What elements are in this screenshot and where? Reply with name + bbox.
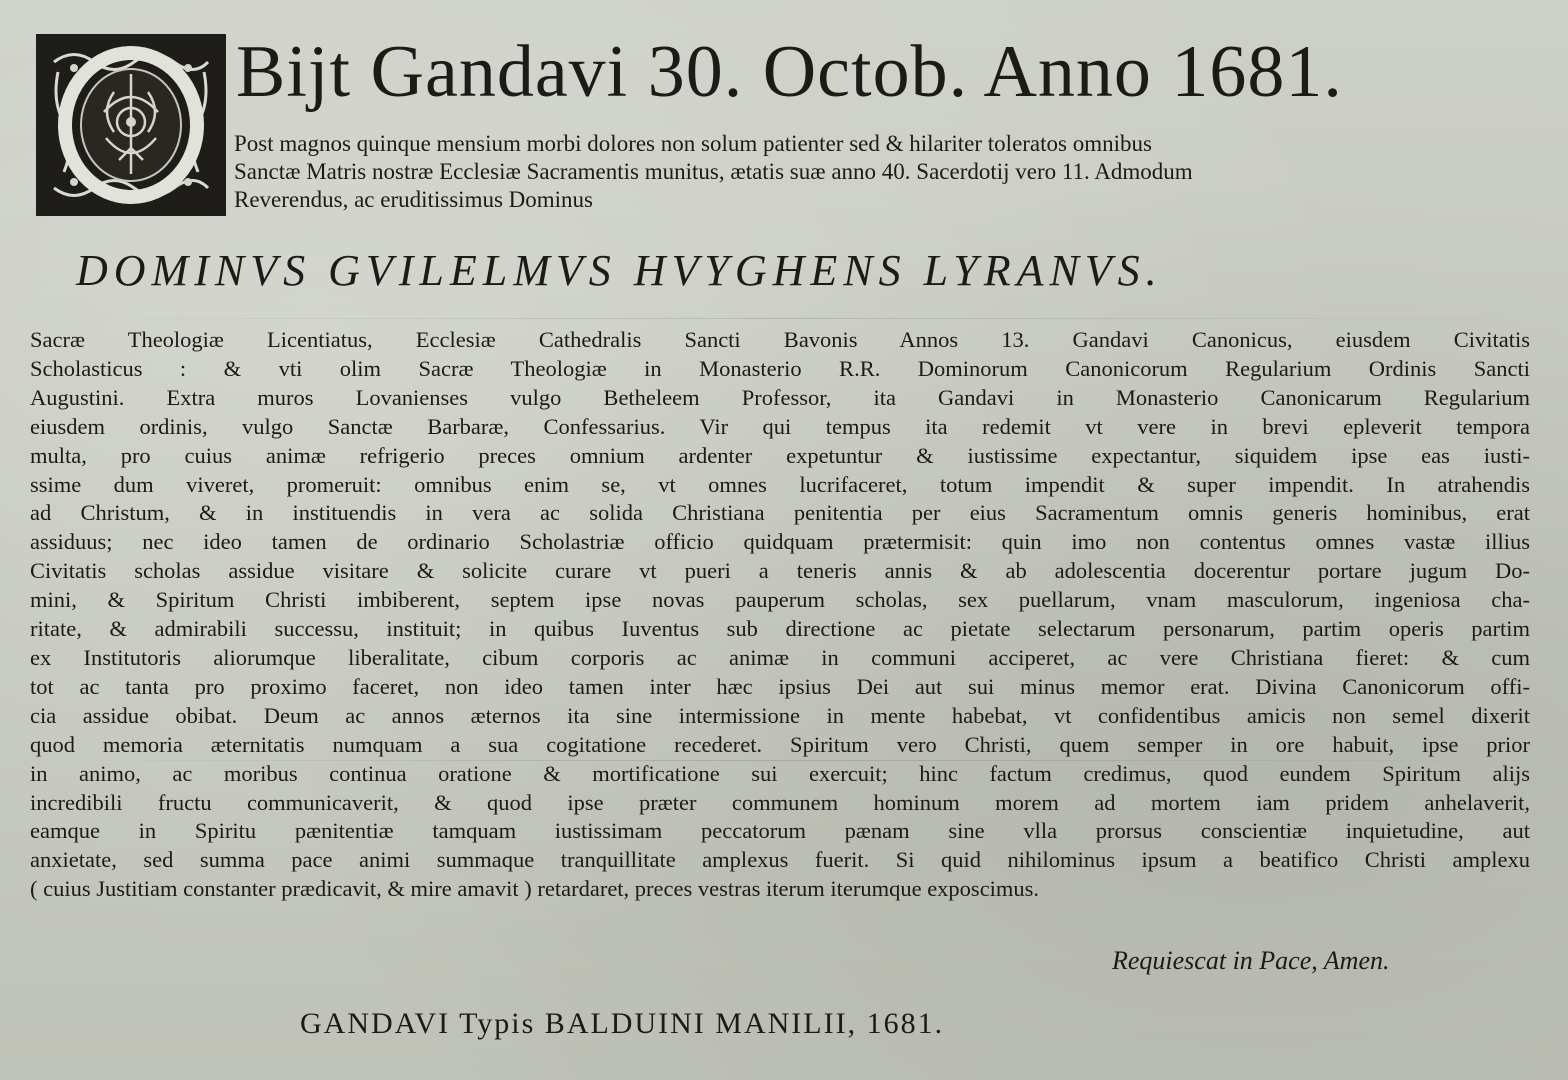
body-line: assiduus; nec ideo tamen de ordinario Scholastriæ officio quidquam prætermisit: quin imo non contentus omnes vastæ illius bbox=[30, 529, 1530, 555]
ornament-initial-o-icon bbox=[44, 42, 218, 208]
body-line: ( cuius Justitiam constanter prædicavit, & mire amavit ) retardaret, preces vestras iterum iterumque exposcimus. bbox=[30, 876, 1040, 902]
body-line: Augustini. Extra muros Lovanienses vulgo Betheleem Professor, ita Gandavi in Monasterio Canonicarum Regularium bbox=[30, 384, 1530, 410]
deceased-name: DOMINVS GVILELMVS HVYGHENS LYRANVS. bbox=[76, 246, 1163, 295]
page-title: Bijt Gandavi 30. Octob. Anno 1681. bbox=[236, 31, 1343, 113]
body-line: Civitatis scholas assidue visitare & solicite curare vt pueri a teneris annis & ab adolescentia docerentur portare jugum Do- bbox=[30, 558, 1530, 584]
body-line: Sacræ Theologiæ Licentiatus, Ecclesiæ Cathedralis Sancti Bavonis Annos 13. Gandavi Canonicus, eiusdem Civitatis bbox=[30, 327, 1530, 352]
body-line: ritate, & admirabili successu, instituit; in quibus Iuventus sub directione ac pietate selectarum personarum, partim operis partim bbox=[30, 616, 1530, 642]
body-line: multa, pro cuius animæ refrigerio preces omnium ardenter expetuntur & iustissime expectantur, siquidem ipse eas iusti- bbox=[30, 442, 1530, 468]
decorated-initial-o-icon bbox=[36, 34, 226, 216]
body-line: anxietate, sed summa pace animi summaque tranquillitate amplexus fuerit. Si quid nihilominus ipsum a beatifico Christi amplexu bbox=[30, 847, 1530, 873]
closing-line: Requiescat in Pace, Amen. bbox=[1112, 946, 1390, 975]
body-line: eamque in Spiritu pænitentiæ tamquam iustissimam peccatorum pænam sine vlla prorsus conscientiæ inquietudine, aut bbox=[30, 818, 1530, 844]
body-line: ssime dum viveret, promeruit: omnibus enim se, vt omnes lucrifaceret, totum impendit & super impendit. In atrahendis bbox=[30, 471, 1530, 497]
body-line: cia assidue obibat. Deum ac annos æternos ita sine intermissione in mente habebat, vt confidentibus amicis non semel dixerit bbox=[30, 702, 1530, 728]
intro-paragraph: Post magnos quinque mensium morbi dolores non solum patienter sed & hilariter toleratos omnibus Sanctæ Matris nostræ Ecclesiæ Sacramentis munitus, ætatis suæ anno 40. Sacerdotij vero 11. Admodum Reverendus, ac eruditissimus Dominus bbox=[234, 131, 1193, 212]
body-paragraph bbox=[30, 326, 1530, 904]
paper-fold bbox=[0, 318, 1568, 319]
body-line: ad Christum, & in instituendis in vera ac solida Christiana penitentia per eius Sacramentum omnis generis hominibus, erat bbox=[30, 500, 1530, 526]
body-line: tot ac tanta pro proximo faceret, non ideo tamen inter hæc ipsius Dei aut sui minus memor erat. Divina Canonicorum offi- bbox=[30, 673, 1530, 699]
body-line: in animo, ac moribus continua oratione & mortificatione sui exercuit; hinc factum credimus, quod eundem Spiritum alijs bbox=[30, 760, 1530, 786]
body-line: eiusdem ordinis, vulgo Sanctæ Barbaræ, Confessarius. Vir qui tempus ita redemit vt vere in brevi epleverit tempora bbox=[30, 413, 1530, 439]
body-line: Scholasticus : & vti olim Sacræ Theologiæ in Monasterio R.R. Dominorum Canonicorum Regularium Ordinis Sancti bbox=[30, 355, 1530, 381]
printer-imprint: GANDAVI Typis BALDUINI MANILII, 1681. bbox=[300, 1007, 945, 1040]
body-line: incredibili fructu communicaverit, & quod ipse præter communem hominum morem ad mortem iam pridem anhelaverit, bbox=[30, 789, 1530, 815]
body-line: mini, & Spiritum Christi imbiberent, septem ipse novas pauperum scholas, sex puellarum, vnam masculorum, ingeniosa cha- bbox=[30, 587, 1530, 613]
body-line: ex Institutoris aliorumque liberalitate, cibum corporis ac animæ in communi acciperet, ac vere Christiana fieret: & cum bbox=[30, 644, 1530, 670]
body-line: quod memoria æternitatis numquam a sua cogitatione recederet. Spiritum vero Christi, quem semper in ore habuit, ipse prior bbox=[30, 731, 1530, 757]
